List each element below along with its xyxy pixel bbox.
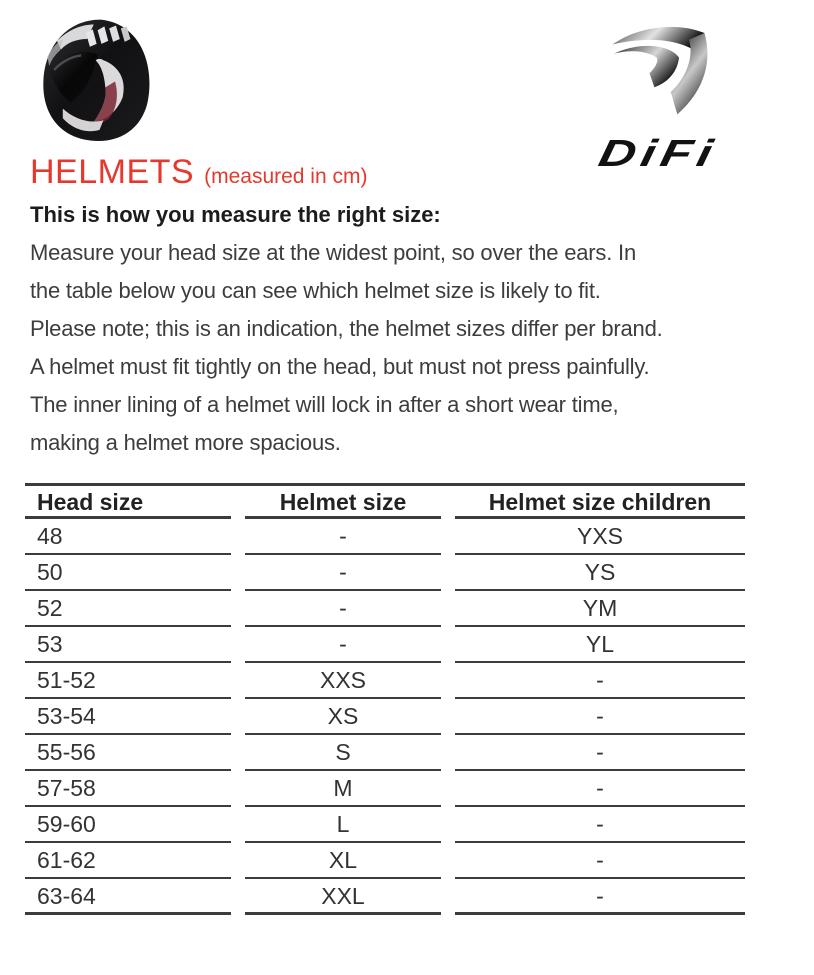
table-cell: 55-56 <box>25 735 231 771</box>
table-cell: 51-52 <box>25 663 231 699</box>
column-header: Helmet size children <box>455 486 745 519</box>
intro-line: The inner lining of a helmet will lock in after a short wear time, <box>30 392 619 417</box>
table-cell: L <box>245 807 441 843</box>
table-cell: M <box>245 771 441 807</box>
table-cell: - <box>245 555 441 591</box>
table-cell: - <box>455 699 745 735</box>
table-cell: 59-60 <box>25 807 231 843</box>
table-cell: 50 <box>25 555 231 591</box>
intro-line: the table below you can see which helmet size is likely to fit. <box>30 278 601 303</box>
column-header: Helmet size <box>245 486 441 519</box>
table-cell: 48 <box>25 519 231 555</box>
table-cell: 52 <box>25 591 231 627</box>
table-cell: - <box>245 627 441 663</box>
table-cell: - <box>455 771 745 807</box>
table-cell: 63-64 <box>25 879 231 915</box>
table-cell: 53-54 <box>25 699 231 735</box>
table-cell: 53 <box>25 627 231 663</box>
table-cell: YS <box>455 555 745 591</box>
difi-logo <box>548 14 768 176</box>
table-cell: XL <box>245 843 441 879</box>
table-cell: - <box>455 735 745 771</box>
intro-heading: This is how you measure the right size: <box>30 202 441 227</box>
page-subtitle: (measured in cm) <box>204 165 368 188</box>
table-cell: - <box>455 879 745 915</box>
table-cell: - <box>455 843 745 879</box>
table-cell: XXL <box>245 879 441 915</box>
table-cell: YXS <box>455 519 745 555</box>
table-cell: 57-58 <box>25 771 231 807</box>
helmet-image <box>28 10 173 155</box>
page-title: HELMETS <box>30 153 195 191</box>
size-table-grid <box>25 486 745 915</box>
column-header: Head size <box>25 486 231 519</box>
table-cell: S <box>245 735 441 771</box>
table-cell: YM <box>455 591 745 627</box>
table-cell: - <box>455 663 745 699</box>
table-cell: XS <box>245 699 441 735</box>
table-cell: 61-62 <box>25 843 231 879</box>
difi-emblem-icon <box>601 14 716 126</box>
intro-line: A helmet must fit tightly on the head, but must not press painfully. <box>30 354 650 379</box>
table-cell: - <box>245 591 441 627</box>
section-heading <box>30 153 367 192</box>
table-cell: YL <box>455 627 745 663</box>
table-cell: XXS <box>245 663 441 699</box>
intro-line: making a helmet more spacious. <box>30 430 341 455</box>
intro-line: Measure your head size at the widest point, so over the ears. In <box>30 240 636 265</box>
intro-line: Please note; this is an indication, the helmet sizes differ per brand. <box>30 316 663 341</box>
size-table <box>25 483 745 915</box>
table-cell: - <box>455 807 745 843</box>
table-cell: - <box>245 519 441 555</box>
difi-wordmark: DiFi <box>594 131 722 175</box>
intro-text <box>30 196 760 462</box>
